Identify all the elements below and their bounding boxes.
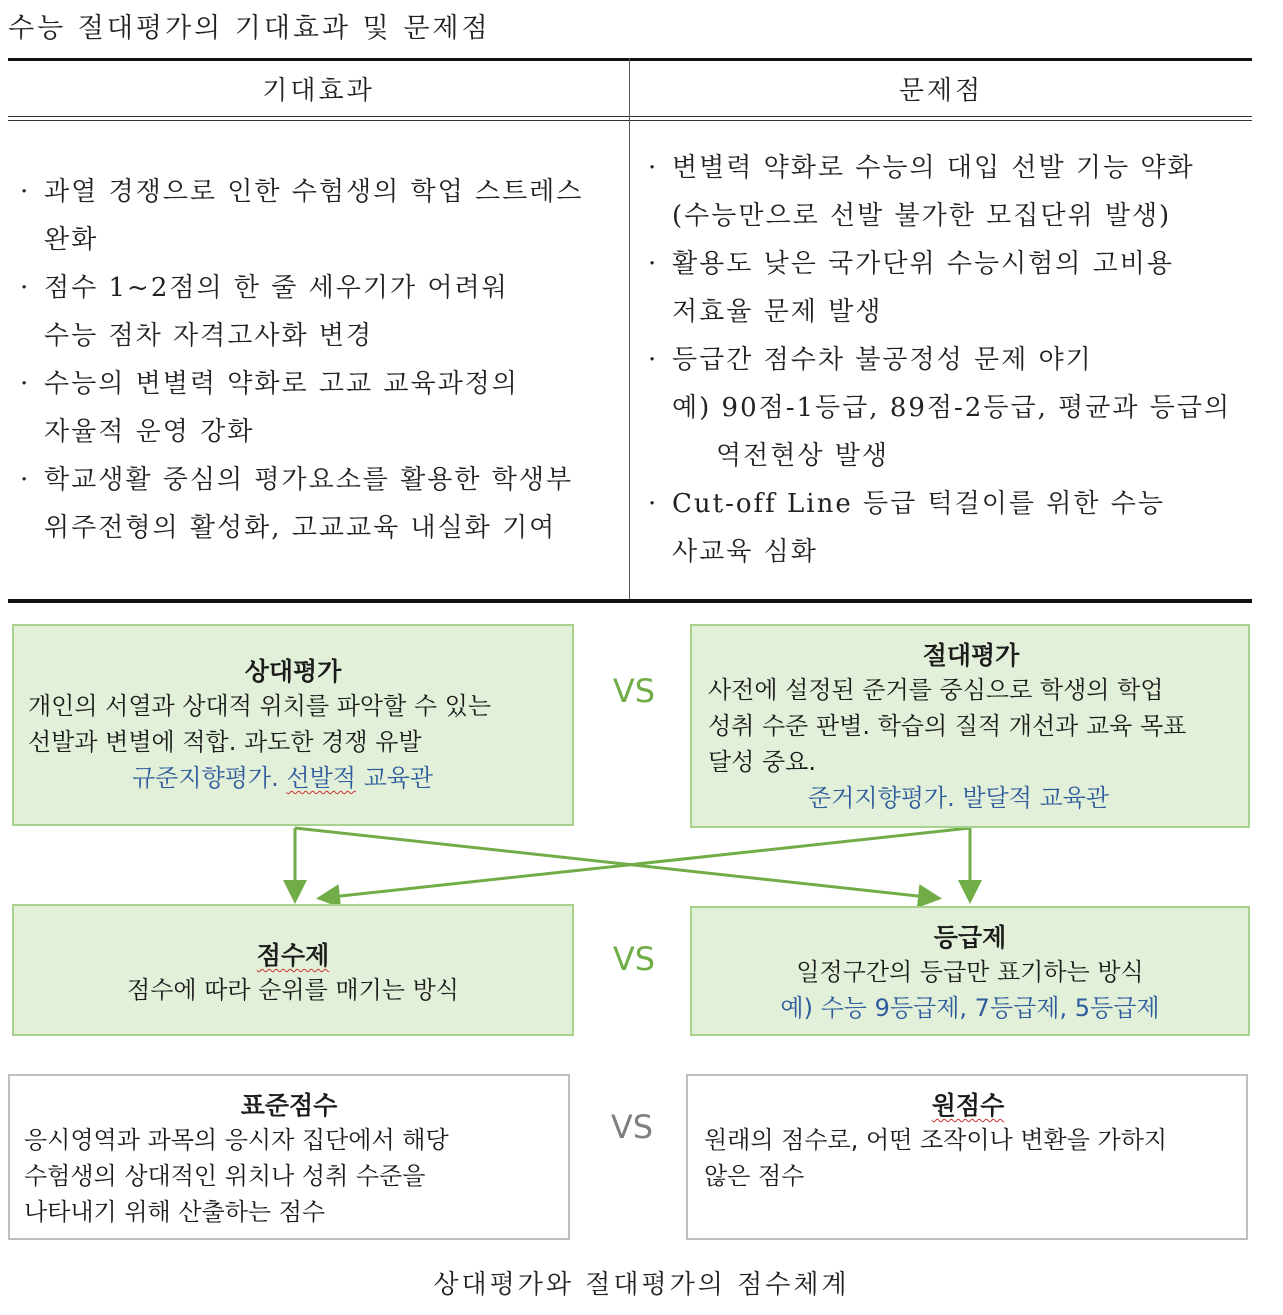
desc-line: 수험생의 상대적인 위치나 성취 수준을 [24,1162,426,1190]
list-item-line: · 수능의 변별력 약화로 고교 교육과정의 [44,369,519,399]
vs-label-evaluation: VS [612,672,656,710]
standard-score-desc [24,1122,554,1230]
list-item-line: · 점수 1~2점의 한 줄 세우기가 어려워 [44,273,509,303]
tag-part-spellcheck: 선발적 [286,764,356,792]
figure-caption: 상대평가와 절대평가의 점수체계 [433,1270,850,1300]
grade-system-example: 예) 수능 9등급제, 7등급제, 5등급제 [780,994,1160,1022]
relative-evaluation-desc [28,688,558,796]
list-item-line: 저효율 문제 발생 [672,297,883,327]
list-item-line: · 활용도 낮은 국가단위 수능시험의 고비용 [672,249,1175,279]
table-column-divider [629,58,630,599]
vs-label-score: VS [610,1108,654,1146]
raw-score-title [704,1086,1232,1122]
comparison-table [8,58,1252,603]
list-item-line: · 과열 경쟁으로 인한 수험생의 학업 스트레스 [44,177,584,207]
absolute-evaluation-tag: 준거지향평가. 발달적 교육관 [808,784,1110,812]
standard-score-title: 표준점수 [240,1091,338,1120]
list-item-line: 위주전형의 활성화, 고교교육 내실화 기여 [44,513,557,543]
list-item [636,144,1252,240]
header-problems: 문제점 [898,76,984,106]
list-item-line: 사교육 심화 [672,537,818,567]
arrow-absolute-to-score [322,828,970,898]
score-system-box [12,904,574,1036]
score-system-title-text: 점수제 [256,941,330,970]
list-item-line: · Cut-off Line 등급 턱걸이를 위한 수능 [672,489,1165,519]
list-item-line: 예) 90점-1등급, 89점-2등급, 평균과 등급의 [672,393,1232,423]
desc-line: 응시영역과 과목의 응시자 집단에서 해당 [24,1126,449,1154]
list-item-line: · 등급간 점수차 불공정성 문제 야기 [672,345,1093,375]
grade-system-box [690,906,1250,1036]
list-item-line: · 변별력 약화로 수능의 대입 선발 기능 약화 [672,153,1195,183]
list-item [636,480,1252,576]
list-item-line: (수능만으로 선발 불가한 모집단위 발생) [672,201,1172,231]
desc-line: 나타내기 위해 산출하는 점수 [24,1198,326,1226]
list-item [8,360,620,456]
grade-system-desc: 일정구간의 등급만 표기하는 방식 [796,958,1144,986]
raw-score-title-text: 원점수 [931,1091,1005,1120]
list-item-line: 수능 점차 자격고사화 변경 [44,321,374,351]
list-item [636,336,1252,480]
desc-line: 선발과 변별에 적합. 과도한 경쟁 유발 [28,728,422,756]
list-item [8,456,620,552]
vs-label-system: VS [612,940,656,978]
list-item [636,240,1252,336]
absolute-evaluation-box [690,624,1250,828]
header-benefits: 기대효과 [262,76,375,106]
tag-part: 교육관 [355,764,434,792]
score-system-title [28,936,558,972]
problems-list [636,144,1252,576]
relative-evaluation-box [12,624,574,826]
benefits-list [8,168,620,552]
list-item-line: 자율적 운영 강화 [44,417,255,447]
desc-line: 성취 수준 판별. 학습의 질적 개선과 교육 목표 [708,712,1187,740]
desc-line: 않은 점수 [704,1162,805,1190]
relative-evaluation-title: 상대평가 [244,657,342,686]
document-title: 수능 절대평가의 기대효과 및 문제점 [8,13,491,44]
table-header-rule [8,116,1252,121]
raw-score-desc [704,1122,1232,1194]
absolute-evaluation-title: 절대평가 [922,641,1020,670]
raw-score-box [686,1074,1248,1240]
standard-score-box [8,1074,570,1240]
table-top-rule [8,58,1252,61]
table-bottom-rule [8,599,1252,603]
relative-evaluation-tag [28,760,558,796]
list-item-line: 완화 [44,225,99,255]
list-item-line: · 학교생활 중심의 평가요소를 활용한 학생부 [44,465,574,495]
absolute-evaluation-desc [708,672,1234,816]
list-item [8,168,620,264]
desc-line: 원래의 점수로, 어떤 조작이나 변환을 가하지 [704,1126,1168,1154]
grade-system-title: 등급제 [933,923,1007,952]
arrow-relative-to-grade [295,828,936,898]
list-item [8,264,620,360]
list-item-line: 역전현상 발생 [716,441,889,471]
tag-part: 규준지향평가. [132,764,287,792]
desc-line: 사전에 설정된 준거를 중심으로 학생의 학업 [708,676,1164,704]
score-system-desc: 점수에 따라 순위를 매기는 방식 [127,976,459,1004]
desc-line: 개인의 서열과 상대적 위치를 파악할 수 있는 [28,692,492,720]
desc-line: 달성 중요. [708,748,816,776]
